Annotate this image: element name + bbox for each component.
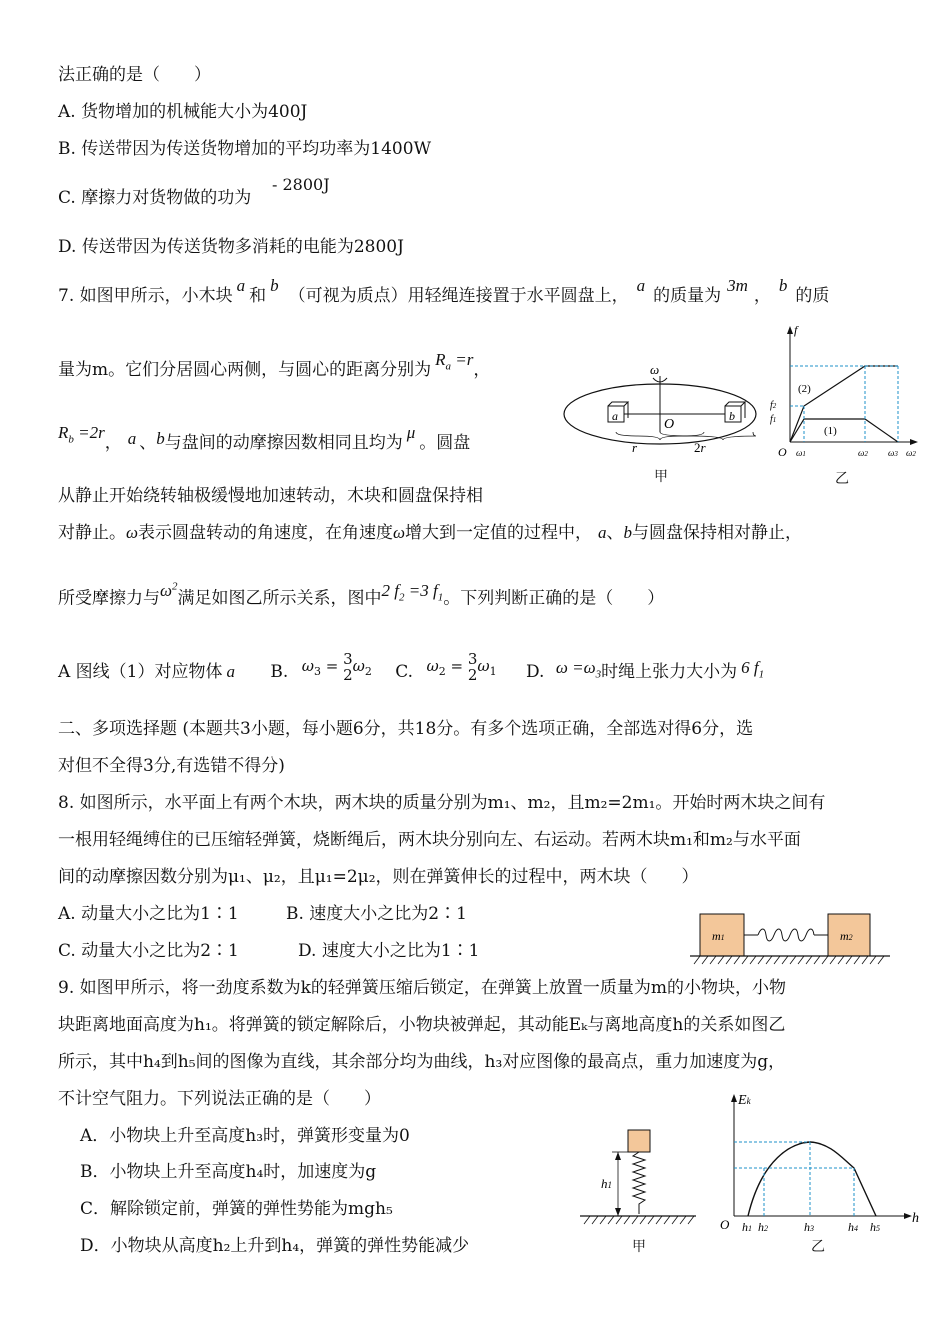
q9-figure-yi-caption: 乙 xyxy=(811,1239,825,1255)
svg-text:ω1: ω1 xyxy=(796,448,806,458)
q8-option-b: B. 速度大小之比为2∶1 xyxy=(286,904,467,924)
svg-text:Ek: Ek xyxy=(738,1093,751,1108)
svg-text:a: a xyxy=(612,409,618,423)
q7-figure-graph xyxy=(768,322,928,468)
q9-figure-spring-block xyxy=(576,1128,702,1228)
svg-text:h2: h2 xyxy=(758,1220,768,1234)
q9-line1: 9. 如图甲所示，将一劲度系数为k的轻弹簧压缩后锁定，在弹簧上放置一质量为m的小物块，小物 xyxy=(58,978,787,998)
svg-text:O: O xyxy=(720,1217,730,1232)
svg-text:ω2: ω2 xyxy=(906,448,916,458)
svg-text:(2): (2) xyxy=(798,383,811,395)
q6-option-b: B. 传送带因为传送货物增加的平均功率为1400W xyxy=(58,139,432,159)
svg-text:O: O xyxy=(664,417,675,432)
q7-line3: $R_b =2r$， a 、b与盘间的动摩擦因数相同且均为μ。圆盘 xyxy=(58,423,471,453)
q9-line3: 所示，其中h₄到h₅间的图像为直线，其余部分均为曲线，h₃对应图像的最高点，重力加速度为g， xyxy=(58,1052,786,1072)
svg-text:h1: h1 xyxy=(742,1220,752,1234)
svg-text:ω3: ω3 xyxy=(888,448,898,458)
svg-text:(1): (1) xyxy=(824,425,837,437)
q8-option-a: A. 动量大小之比为1∶1 xyxy=(58,904,239,924)
q8-line3: 间的动摩擦因数分别为μ₁、μ₂，且μ₁=2μ₂，则在弹簧伸长的过程中，两木块（ ） xyxy=(58,867,699,887)
svg-text:h4: h4 xyxy=(848,1220,858,1234)
q8-figure-blocks-spring xyxy=(686,910,896,968)
q7-figure-yi-caption: 乙 xyxy=(835,471,849,487)
svg-text:O: O xyxy=(778,445,787,459)
q6-option-c-value: - 2800J xyxy=(272,175,330,194)
svg-text:f2: f2 xyxy=(770,400,777,411)
q7-figure-jia-caption: 甲 xyxy=(654,469,668,485)
section2-heading-line1: 二、多项选择题 (本题共3小题，每小题6分，共18分。有多个选项正确，全部选对得6分，选 xyxy=(58,719,754,739)
q8-option-c: C. 动量大小之比为2∶1 xyxy=(58,941,239,961)
q7-line1: 7. 如图甲所示，小木块a和b（可视为质点）用轻绳连接置于水平圆盘上，a的质量为3m，b的质 xyxy=(58,276,830,306)
q9-option-d: D．小物块从高度h₂上升到h₄，弹簧的弹性势能减少 xyxy=(80,1236,470,1256)
q9-figure-jia-caption: 甲 xyxy=(632,1239,646,1255)
q8-line1: 8. 如图所示，水平面上有两个木块，两木块的质量分别为m₁、m₂，且m₂=2m₁。开始时两木块之间有 xyxy=(58,793,826,813)
q7-line4: 从静止开始绕转轴极缓慢地加速转动，木块和圆盘保持相 xyxy=(58,486,483,506)
q7-figure-disk xyxy=(560,362,765,482)
q6-option-a: A. 货物增加的机械能大小为400J xyxy=(58,102,308,122)
svg-text:ω2: ω2 xyxy=(858,448,868,458)
svg-text:h: h xyxy=(912,1211,919,1226)
q9-option-b: B．小物块上升至高度h₄时，加速度为g xyxy=(80,1162,377,1182)
q6-option-d: D. 传送带因为传送货物多消耗的电能为2800J xyxy=(58,237,404,257)
q7-line2: 量为m。它们分居圆心两侧，与圆心的距离分别为$R_a =r$， xyxy=(58,350,491,380)
svg-text:h1: h1 xyxy=(601,1176,612,1191)
svg-text:h3: h3 xyxy=(804,1220,814,1234)
q8-line2: 一根用轻绳缚住的已压缩轻弹簧，烧断绳后，两木块分别向左、右运动。若两木块m₁和m₂与水平面 xyxy=(58,830,801,850)
q6-option-c: C. 摩擦力对货物做的功为 xyxy=(58,188,252,208)
q9-figure-graph xyxy=(712,1088,922,1238)
section2-heading-line2: 对但不全得3分,有选错不得分) xyxy=(58,756,285,776)
q9-line4: 不计空气阻力。下列说法正确的是（ ） xyxy=(58,1089,381,1109)
q7-line6: 所受摩擦力与$\omega^2$满足如图乙所示关系，图中2 $f_2 =3$ $f_1$。下列判断正确的是（ ） xyxy=(58,580,665,609)
svg-text:h5: h5 xyxy=(870,1220,880,1234)
q7-options: A 图线（1）对应物体 a B. $\omega_3 = 3$ $2\omega_2$ C. $\omega_2 = 3$ $2\omega_1$ D. $\omega =\omega_3$时绳上张力大小为 6 $f_1$ xyxy=(58,650,765,684)
q7-line5: 对静止。ω表示圆盘转动的角速度，在角速度ω增大到一定值的过程中， a、b与圆盘保持相对静止， xyxy=(58,523,803,543)
q9-option-a: A．小物块上升至高度h₃时，弹簧形变量为0 xyxy=(80,1126,410,1146)
svg-text:f1: f1 xyxy=(770,414,777,425)
svg-text:ω: ω xyxy=(650,362,660,377)
svg-text:f: f xyxy=(794,323,798,337)
q9-option-c: C．解除锁定前，弹簧的弹性势能为mgh₅ xyxy=(80,1199,393,1219)
svg-text:2r: 2r xyxy=(694,440,706,455)
svg-text:m2: m2 xyxy=(840,929,853,943)
q8-option-d: D. 速度大小之比为1∶1 xyxy=(298,941,480,961)
q9-line2: 块距离地面高度为h₁。将弹簧的锁定解除后，小物块被弹起，其动能Eₖ与离地高度h的关系如图乙 xyxy=(58,1015,786,1035)
svg-text:m1: m1 xyxy=(712,929,725,943)
q6-stem-tail: 法正确的是（ ） xyxy=(58,65,211,85)
svg-text:b: b xyxy=(729,409,735,423)
svg-text:r: r xyxy=(632,440,638,455)
